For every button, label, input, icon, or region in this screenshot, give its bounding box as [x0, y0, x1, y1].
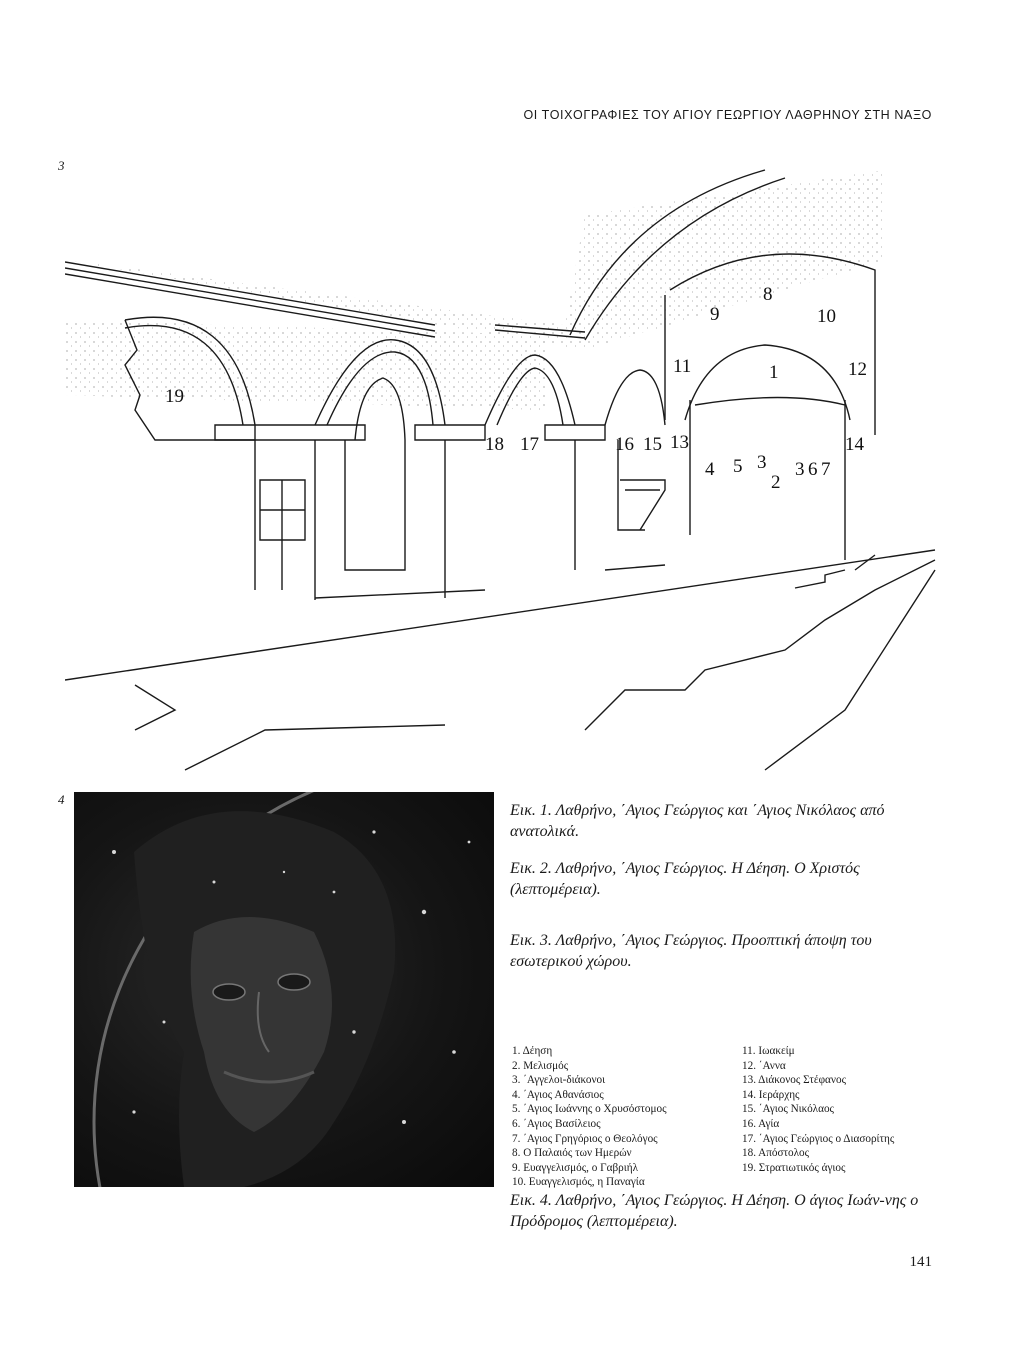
legend-item: 13. Διάκονος Στέφανος: [742, 1074, 846, 1087]
figure-3-number: 3: [58, 158, 65, 173]
drawing-label-17: 17: [520, 434, 539, 455]
drawing-label-15: 15: [643, 434, 662, 455]
drawing-label-14: 14: [845, 434, 864, 455]
legend-item: 4. ΄Αγιος Αθανάσιος: [512, 1088, 604, 1101]
drawing-label-1: 1: [769, 362, 779, 383]
legend-item: 7. ΄Αγιος Γρηγόριος ο Θεολόγος: [512, 1132, 658, 1145]
drawing-label-5: 5: [733, 456, 743, 477]
drawing-label-16: 16: [615, 434, 634, 455]
drawing-label-6: 6: [808, 459, 818, 480]
drawing-label-2: 2: [771, 472, 781, 493]
drawing-label-10: 10: [817, 306, 836, 327]
page-number: 141: [909, 1254, 932, 1270]
figure-4-fresco-photo: [74, 792, 494, 1187]
drawing-label-13: 13: [670, 432, 689, 453]
drawing-label-7: 7: [821, 459, 831, 480]
caption-figure-3: Εικ. 3. Λαθρήνο, ΄Αγιος Γεώργιος. Προοπτική άποψη του εσωτερικού χώρου.: [510, 932, 872, 970]
legend-item: 10. Ευαγγελισμός, η Παναγία: [512, 1176, 645, 1189]
legend-item: 19. Στρατιωτικός άγιος: [742, 1161, 846, 1174]
running-title: ΟΙ ΤΟΙΧΟΓΡΑΦΙΕΣ ΤΟΥ ΑΓΙΟΥ ΓΕΩΡΓΙΟΥ ΛΑΘΡΗΝΟΥ ΣΤΗ ΝΑΞΟ: [523, 108, 932, 122]
legend-item: 9. Ευαγγελισμός, ο Γαβριήλ: [512, 1161, 639, 1174]
legend-item: 17. ΄Αγιος Γεώργιος ο Διασορίτης: [742, 1132, 895, 1145]
legend-item: 15. ΄Αγιος Νικόλαος: [742, 1103, 834, 1116]
legend-item: 14. Ιεράρχης: [742, 1088, 800, 1101]
drawing-label-12: 12: [848, 359, 867, 380]
legend-left-column: [512, 1044, 667, 1190]
legend-item: 18. Απόστολος: [742, 1147, 810, 1160]
caption-figure-4: Εικ. 4. Λαθρήνο, ΄Αγιος Γεώργιος. Η Δέηση. Ο άγιος Ιωάν-νης ο Πρόδρομος (λεπτομέρεια).: [510, 1192, 919, 1230]
legend-item: 12. ΄Αννα: [742, 1059, 786, 1072]
drawing-label-4: 4: [705, 459, 715, 480]
legend-item: 2. Μελισμός: [512, 1059, 569, 1072]
caption-figure-2: Εικ. 2. Λαθρήνο, ΄Αγιος Γεώργιος. Η Δέηση. Ο Χριστός (λεπτομέρεια).: [510, 860, 860, 898]
drawing-label-9: 9: [710, 304, 720, 325]
legend-item: 16. Αγία: [742, 1117, 780, 1130]
legend-item: 11. Ιωακείμ: [742, 1045, 795, 1057]
drawing-label-18: 18: [485, 434, 504, 455]
legend-item: 5. ΄Αγιος Ιωάννης ο Χρυσόστομος: [512, 1103, 667, 1116]
drawing-label-3a: 3: [757, 452, 767, 473]
legend-item: 6. ΄Αγιος Βασίλειος: [512, 1117, 601, 1130]
figure-4-number: 4: [58, 792, 65, 807]
drawing-label-8: 8: [763, 284, 773, 305]
legend-right-column: [742, 1044, 894, 1175]
drawing-label-3b: 3: [795, 459, 805, 480]
drawing-label-11: 11: [673, 356, 692, 377]
legend-item: 1. Δέηση: [512, 1045, 553, 1057]
caption-figure-1: Εικ. 1. Λαθρήνο, ΄Αγιος Γεώργιος και ΄Αγιος Νικόλαος από ανατολικά.: [510, 802, 885, 840]
legend-item: 8. Ο Παλαιός των Ημερών: [512, 1147, 632, 1160]
figure-3-perspective-drawing: [65, 150, 945, 775]
drawing-label-19: 19: [165, 386, 184, 407]
legend-item: 3. ΄Αγγελοι-διάκονοι: [512, 1074, 606, 1087]
